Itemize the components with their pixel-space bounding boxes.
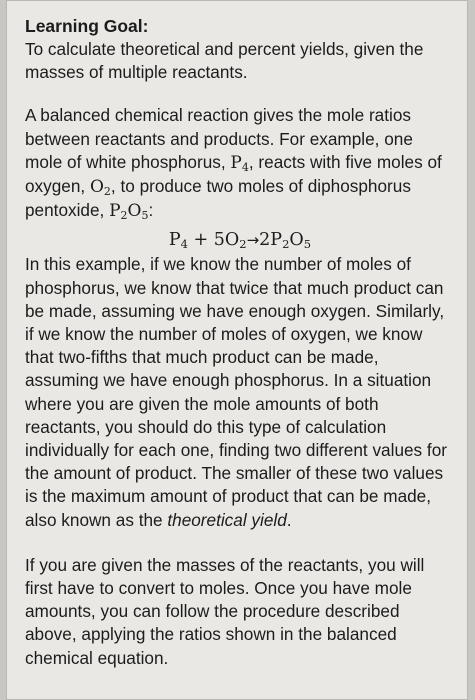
oxygen-formula: $O_2$	[89, 177, 111, 199]
intro-text-3: , to produce two moles of diphosphorus pentoxide,	[25, 176, 411, 221]
pentoxide-formula: $P_2O_5$	[109, 201, 149, 223]
balanced-equation: $P_4 + 5O_2\to 2P_2O_5$	[168, 230, 312, 252]
explanation-paragraph: In this example, if we know the number of moles of phosphorus, we know that twice that much product can be made, assuming we have enough oxygen. Similarly, if we know the number of moles of oxygen, we know that two-fifths that much product can be made, assuming we have enough phosphorus. In a situation where you are given the mole amounts of both reactants, you should do this type of calculation individually for each one, finding two different values for the amount of product. The smaller of these two values is the maximum amount of product that can be made, also known as the theoretical yield.	[25, 254, 447, 530]
learning-goal-text: To calculate theoretical and percent yields, given the masses of multiple reactants.	[25, 39, 424, 83]
intro-text-4: :	[148, 200, 154, 221]
masses-paragraph: If you are given the masses of the reactants, you will first have to convert to moles. Once you have mole amounts, you can follow the procedure described above, applying the ratios shown in the balanced chemical equation.	[25, 554, 425, 668]
phosphorus-formula: $P_4$	[230, 152, 249, 174]
intro-text-1: A balanced chemical reaction gives the mole ratios between reactants and products. For example, one mole of white phosphorus,	[25, 105, 413, 172]
learning-goal-panel	[6, 0, 468, 700]
learning-goal-heading: Learning Goal:	[25, 16, 149, 36]
intro-text-2: , reacts with five moles of oxygen,	[25, 151, 442, 197]
reaction-arrow-icon: →	[246, 231, 260, 250]
intro-paragraph	[25, 104, 453, 223]
theoretical-yield-term: theoretical yield	[167, 509, 287, 530]
